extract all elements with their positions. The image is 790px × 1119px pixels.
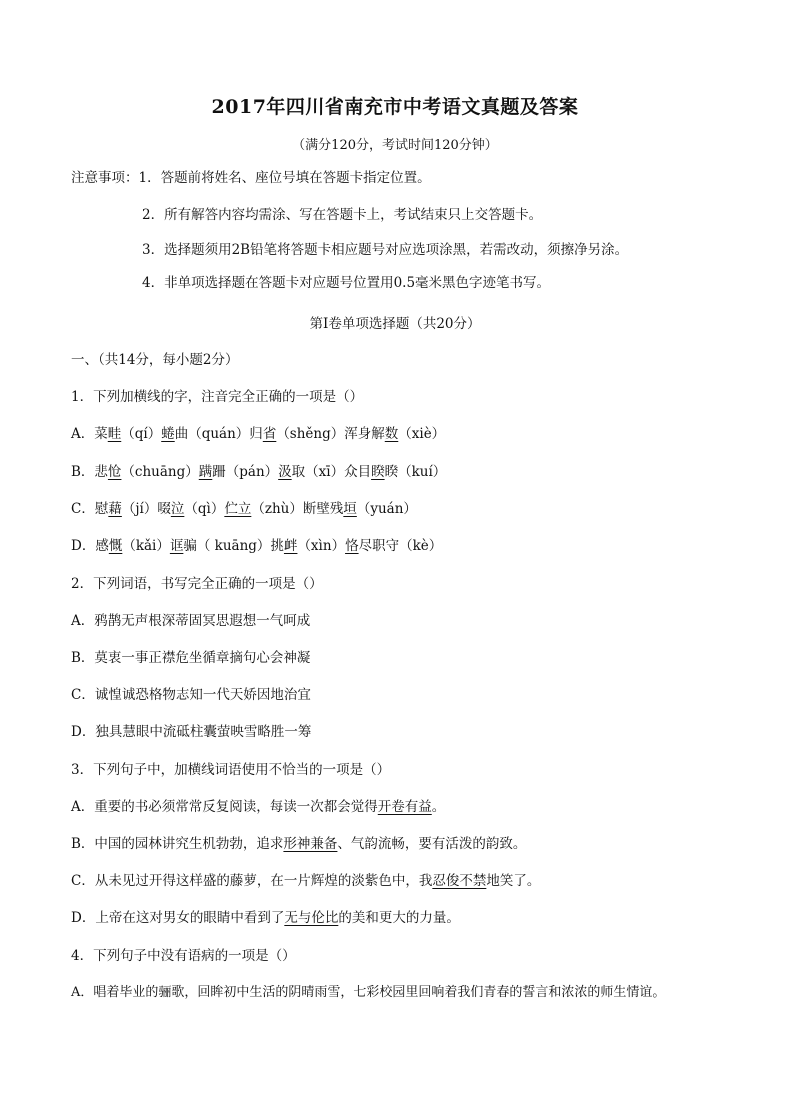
text-segment: 的美和更大的力量。 — [338, 910, 460, 926]
text-segment: D．上帝在这对男女的眼睛中看到了 — [71, 910, 285, 926]
underlined-phrase: 忍俊不禁 — [432, 873, 487, 889]
text-segment: （chuāng） — [121, 464, 199, 480]
text-segment: （qì） — [184, 501, 225, 517]
underlined-char: 蹒 — [198, 464, 213, 480]
q3-option-b — [71, 834, 526, 854]
notes-label: 注意事项： — [71, 170, 139, 186]
text-segment: 、气韵流畅，要有活泼的韵致。 — [337, 836, 527, 852]
underlined-char: 睽 — [371, 464, 385, 480]
q3-option-d — [71, 908, 460, 928]
text-segment: 骗（ kuāng）挑 — [183, 538, 284, 554]
underlined-char: 恪 — [345, 538, 359, 554]
q2-option-c: C．诚惶诚恐格物志知一代天娇因地治宜 — [71, 687, 311, 703]
underlined-char: 畦 — [107, 426, 122, 442]
note-item-4: 4．非单项选择题在答题卡对应题号位置用0.5毫米黑色字迹笔书写。 — [142, 275, 551, 291]
note-item-3: 3．选择题须用2B铅笔将答题卡相应题号对应选项涂黑，若需改动，须擦净另涂。 — [142, 242, 629, 258]
notes-first-line — [71, 168, 431, 188]
q3-option-a — [71, 797, 445, 817]
text-segment: A．重要的书必须常常反复阅读，每读一次都会觉得 — [71, 799, 378, 815]
q4-stem: 4．下列句子中没有语病的一项是（） — [71, 948, 296, 964]
text-segment: D．感 — [71, 538, 109, 554]
underlined-phrase: 开卷有益 — [377, 799, 432, 815]
q3-option-c — [71, 871, 540, 891]
text-segment: （zhù）断壁残 — [251, 501, 344, 517]
text-segment: （shěng）浑身解 — [276, 426, 385, 442]
text-segment: 睽（kuí） — [384, 464, 447, 480]
underlined-char: 省 — [262, 426, 277, 442]
text-segment: 。 — [431, 799, 446, 815]
underlined-phrase: 形神兼备 — [283, 836, 338, 852]
q2-option-d: D．独具慧眼中流砥柱囊萤映雪略胜一筹 — [71, 724, 312, 740]
text-segment: 尽职守（kè） — [358, 538, 443, 554]
text-segment: （qí） — [121, 426, 162, 442]
text-segment: 取（xī）众目 — [291, 464, 372, 480]
underlined-char: 伫立 — [224, 501, 252, 517]
note-item-2: 2．所有解答内容均需涂、写在答题卡上，考试结束只上交答题卡。 — [142, 207, 543, 223]
underlined-char: 蜷 — [161, 426, 175, 442]
note-item-1: 1．答题前将姓名、座位号填在答题卡指定位置。 — [138, 170, 431, 186]
q2-stem: 2．下列词语，书写完全正确的一项是（） — [71, 576, 323, 592]
q3-stem: 3．下列句子中，加横线词语使用不恰当的一项是（） — [71, 762, 391, 778]
underlined-char: 诓 — [169, 538, 184, 554]
text-segment: 地笑了。 — [486, 873, 541, 889]
document-title: 2017年四川省南充市中考语文真题及答案 — [211, 96, 579, 118]
part-one-heading: 一、（共14分，每小题2分） — [71, 352, 239, 368]
q1-stem: 1．下列加横线的字，注音完全正确的一项是（） — [71, 389, 364, 405]
q1-option-a — [71, 424, 445, 444]
text-segment: （kǎi） — [122, 538, 170, 554]
text-segment: （yuán） — [356, 501, 417, 517]
q1-option-b — [71, 462, 446, 482]
q1-option-d — [71, 536, 442, 556]
text-segment: C．从未见过开得这样盛的藤萝，在一片辉煌的淡紫色中，我 — [71, 873, 433, 889]
underlined-char: 怆 — [107, 464, 122, 480]
text-segment: （jí）啜 — [121, 501, 171, 517]
document-subtitle: （满分120分，考试时间120分钟） — [292, 138, 498, 153]
underlined-char: 藉 — [108, 501, 122, 517]
section-title: 第Ⅰ卷单项选择题（共20分） — [309, 316, 481, 332]
text-segment: C．慰 — [71, 501, 109, 517]
text-segment: 曲（quán）归 — [174, 426, 263, 442]
q2-option-a: A．鸦鹊无声根深蒂固冥思遐想一气呵成 — [71, 613, 311, 629]
q1-option-c — [71, 499, 417, 519]
underlined-char: 垣 — [343, 501, 357, 517]
q2-option-b: B．莫衷一事正襟危坐循章摘句心会神凝 — [71, 650, 311, 666]
text-segment: B．中国的园林讲究生机勃勃，追求 — [71, 836, 284, 852]
text-segment: A．菜 — [71, 426, 108, 442]
underlined-char: 汲 — [278, 464, 292, 480]
underlined-char: 衅 — [283, 538, 298, 554]
text-segment: （xiè） — [398, 426, 446, 442]
underlined-char: 泣 — [170, 501, 185, 517]
q4-option-a: A．唱着毕业的骊歌，回眸初中生活的阴晴雨雪，七彩校园里回响着我们青春的誓言和浓浓的师生情谊。 — [71, 985, 666, 1000]
text-segment: 跚（pán） — [212, 464, 279, 480]
text-segment: B．悲 — [71, 464, 108, 480]
underlined-char: 数 — [384, 426, 399, 442]
underlined-char: 慨 — [108, 538, 123, 554]
underlined-phrase: 无与伦比 — [284, 910, 339, 926]
text-segment: （xìn） — [297, 538, 346, 554]
